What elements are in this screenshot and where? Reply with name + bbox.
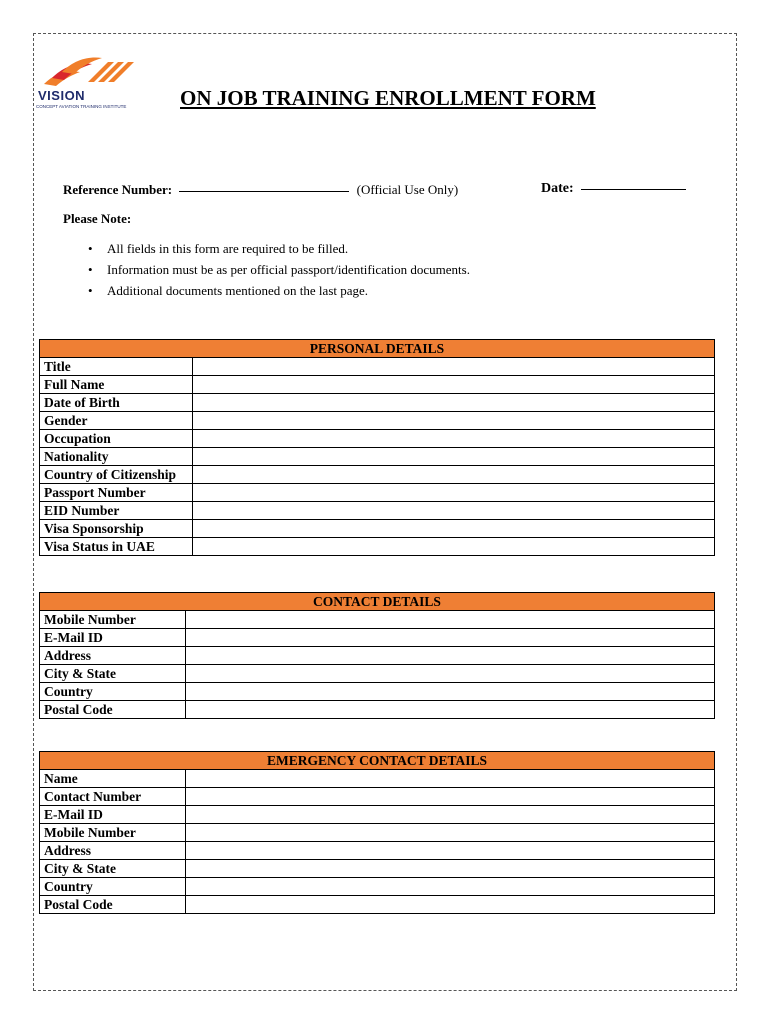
table-row [40, 538, 715, 556]
field-input-full-name[interactable] [193, 376, 715, 394]
page-title: ON JOB TRAINING ENROLLMENT FORM [180, 86, 596, 110]
reference-number-line [63, 182, 458, 198]
field-input-passport-number[interactable] [193, 484, 715, 502]
field-label-eid-number: EID Number [40, 502, 193, 520]
table-row [40, 860, 715, 878]
table-row [40, 430, 715, 448]
table-row [40, 448, 715, 466]
field-input-postal-code[interactable] [186, 701, 715, 719]
section-header: CONTACT DETAILS [40, 593, 715, 611]
emergency-contact-details-table [39, 751, 715, 914]
field-label-city-and-state: City & State [40, 860, 186, 878]
table-row [40, 878, 715, 896]
reference-number-label: Reference Number: [63, 182, 173, 197]
official-use-note: (Official Use Only) [356, 182, 459, 197]
field-input-visa-sponsorship[interactable] [193, 520, 715, 538]
field-label-address: Address [40, 647, 186, 665]
table-row [40, 806, 715, 824]
field-input-city-and-state[interactable] [186, 860, 715, 878]
field-input-city-and-state[interactable] [186, 665, 715, 683]
field-label-country: Country [40, 683, 186, 701]
field-input-contact-number[interactable] [186, 788, 715, 806]
table-row [40, 412, 715, 430]
note-item: • Information must be as per official passport/identification documents. [88, 259, 470, 280]
table-row [40, 665, 715, 683]
field-label-visa-status-in-uae: Visa Status in UAE [40, 538, 193, 556]
field-input-date-of-birth[interactable] [193, 394, 715, 412]
table-row [40, 683, 715, 701]
section-header: PERSONAL DETAILS [40, 340, 715, 358]
field-label-passport-number: Passport Number [40, 484, 193, 502]
field-input-nationality[interactable] [193, 448, 715, 466]
notes-list [88, 238, 470, 301]
date-line [541, 181, 686, 197]
table-row [40, 376, 715, 394]
table-row [40, 824, 715, 842]
field-label-country: Country [40, 878, 186, 896]
field-input-mobile-number[interactable] [186, 824, 715, 842]
table-row [40, 520, 715, 538]
please-note-title: Please Note: [63, 211, 132, 226]
field-input-e-mail-id[interactable] [186, 629, 715, 647]
field-input-e-mail-id[interactable] [186, 806, 715, 824]
field-label-postal-code: Postal Code [40, 896, 186, 914]
table-row [40, 647, 715, 665]
field-label-visa-sponsorship: Visa Sponsorship [40, 520, 193, 538]
field-input-visa-status-in-uae[interactable] [193, 538, 715, 556]
field-label-mobile-number: Mobile Number [40, 611, 186, 629]
note-item: • Additional documents mentioned on the last page. [88, 280, 470, 301]
table-row [40, 842, 715, 860]
table-row [40, 466, 715, 484]
table-row [40, 896, 715, 914]
field-label-nationality: Nationality [40, 448, 193, 466]
field-input-gender[interactable] [193, 412, 715, 430]
section-header: EMERGENCY CONTACT DETAILS [40, 752, 715, 770]
personal-details-table [39, 339, 715, 556]
field-label-title: Title [40, 358, 193, 376]
field-input-country-of-citizenship[interactable] [193, 466, 715, 484]
table-row [40, 788, 715, 806]
field-label-mobile-number: Mobile Number [40, 824, 186, 842]
logo [36, 52, 146, 114]
field-label-city-and-state: City & State [40, 665, 186, 683]
field-input-title[interactable] [193, 358, 715, 376]
field-label-address: Address [40, 842, 186, 860]
table-row [40, 484, 715, 502]
date-field[interactable] [581, 189, 686, 190]
contact-details-table [39, 592, 715, 719]
field-label-gender: Gender [40, 412, 193, 430]
table-row [40, 629, 715, 647]
wing-logo-icon [36, 52, 146, 92]
field-input-name[interactable] [186, 770, 715, 788]
field-input-address[interactable] [186, 842, 715, 860]
field-input-country[interactable] [186, 683, 715, 701]
field-label-postal-code: Postal Code [40, 701, 186, 719]
field-label-country-of-citizenship: Country of Citizenship [40, 466, 193, 484]
table-row [40, 770, 715, 788]
note-item: • All fields in this form are required to be filled. [88, 238, 470, 259]
table-row [40, 394, 715, 412]
table-row [40, 611, 715, 629]
date-label: Date: [541, 181, 574, 196]
field-input-country[interactable] [186, 878, 715, 896]
field-label-contact-number: Contact Number [40, 788, 186, 806]
reference-number-field[interactable] [179, 191, 349, 192]
field-label-occupation: Occupation [40, 430, 193, 448]
logo-wordmark: VISION [38, 88, 86, 103]
field-input-occupation[interactable] [193, 430, 715, 448]
field-input-address[interactable] [186, 647, 715, 665]
field-label-date-of-birth: Date of Birth [40, 394, 193, 412]
logo-tagline: CONCEPT AVIATION TRAINING INSTITUTE [36, 104, 127, 109]
field-label-name: Name [40, 770, 186, 788]
table-row [40, 358, 715, 376]
field-label-e-mail-id: E-Mail ID [40, 806, 186, 824]
field-input-postal-code[interactable] [186, 896, 715, 914]
field-label-full-name: Full Name [40, 376, 193, 394]
field-input-mobile-number[interactable] [186, 611, 715, 629]
table-row [40, 701, 715, 719]
field-input-eid-number[interactable] [193, 502, 715, 520]
table-row [40, 502, 715, 520]
field-label-e-mail-id: E-Mail ID [40, 629, 186, 647]
